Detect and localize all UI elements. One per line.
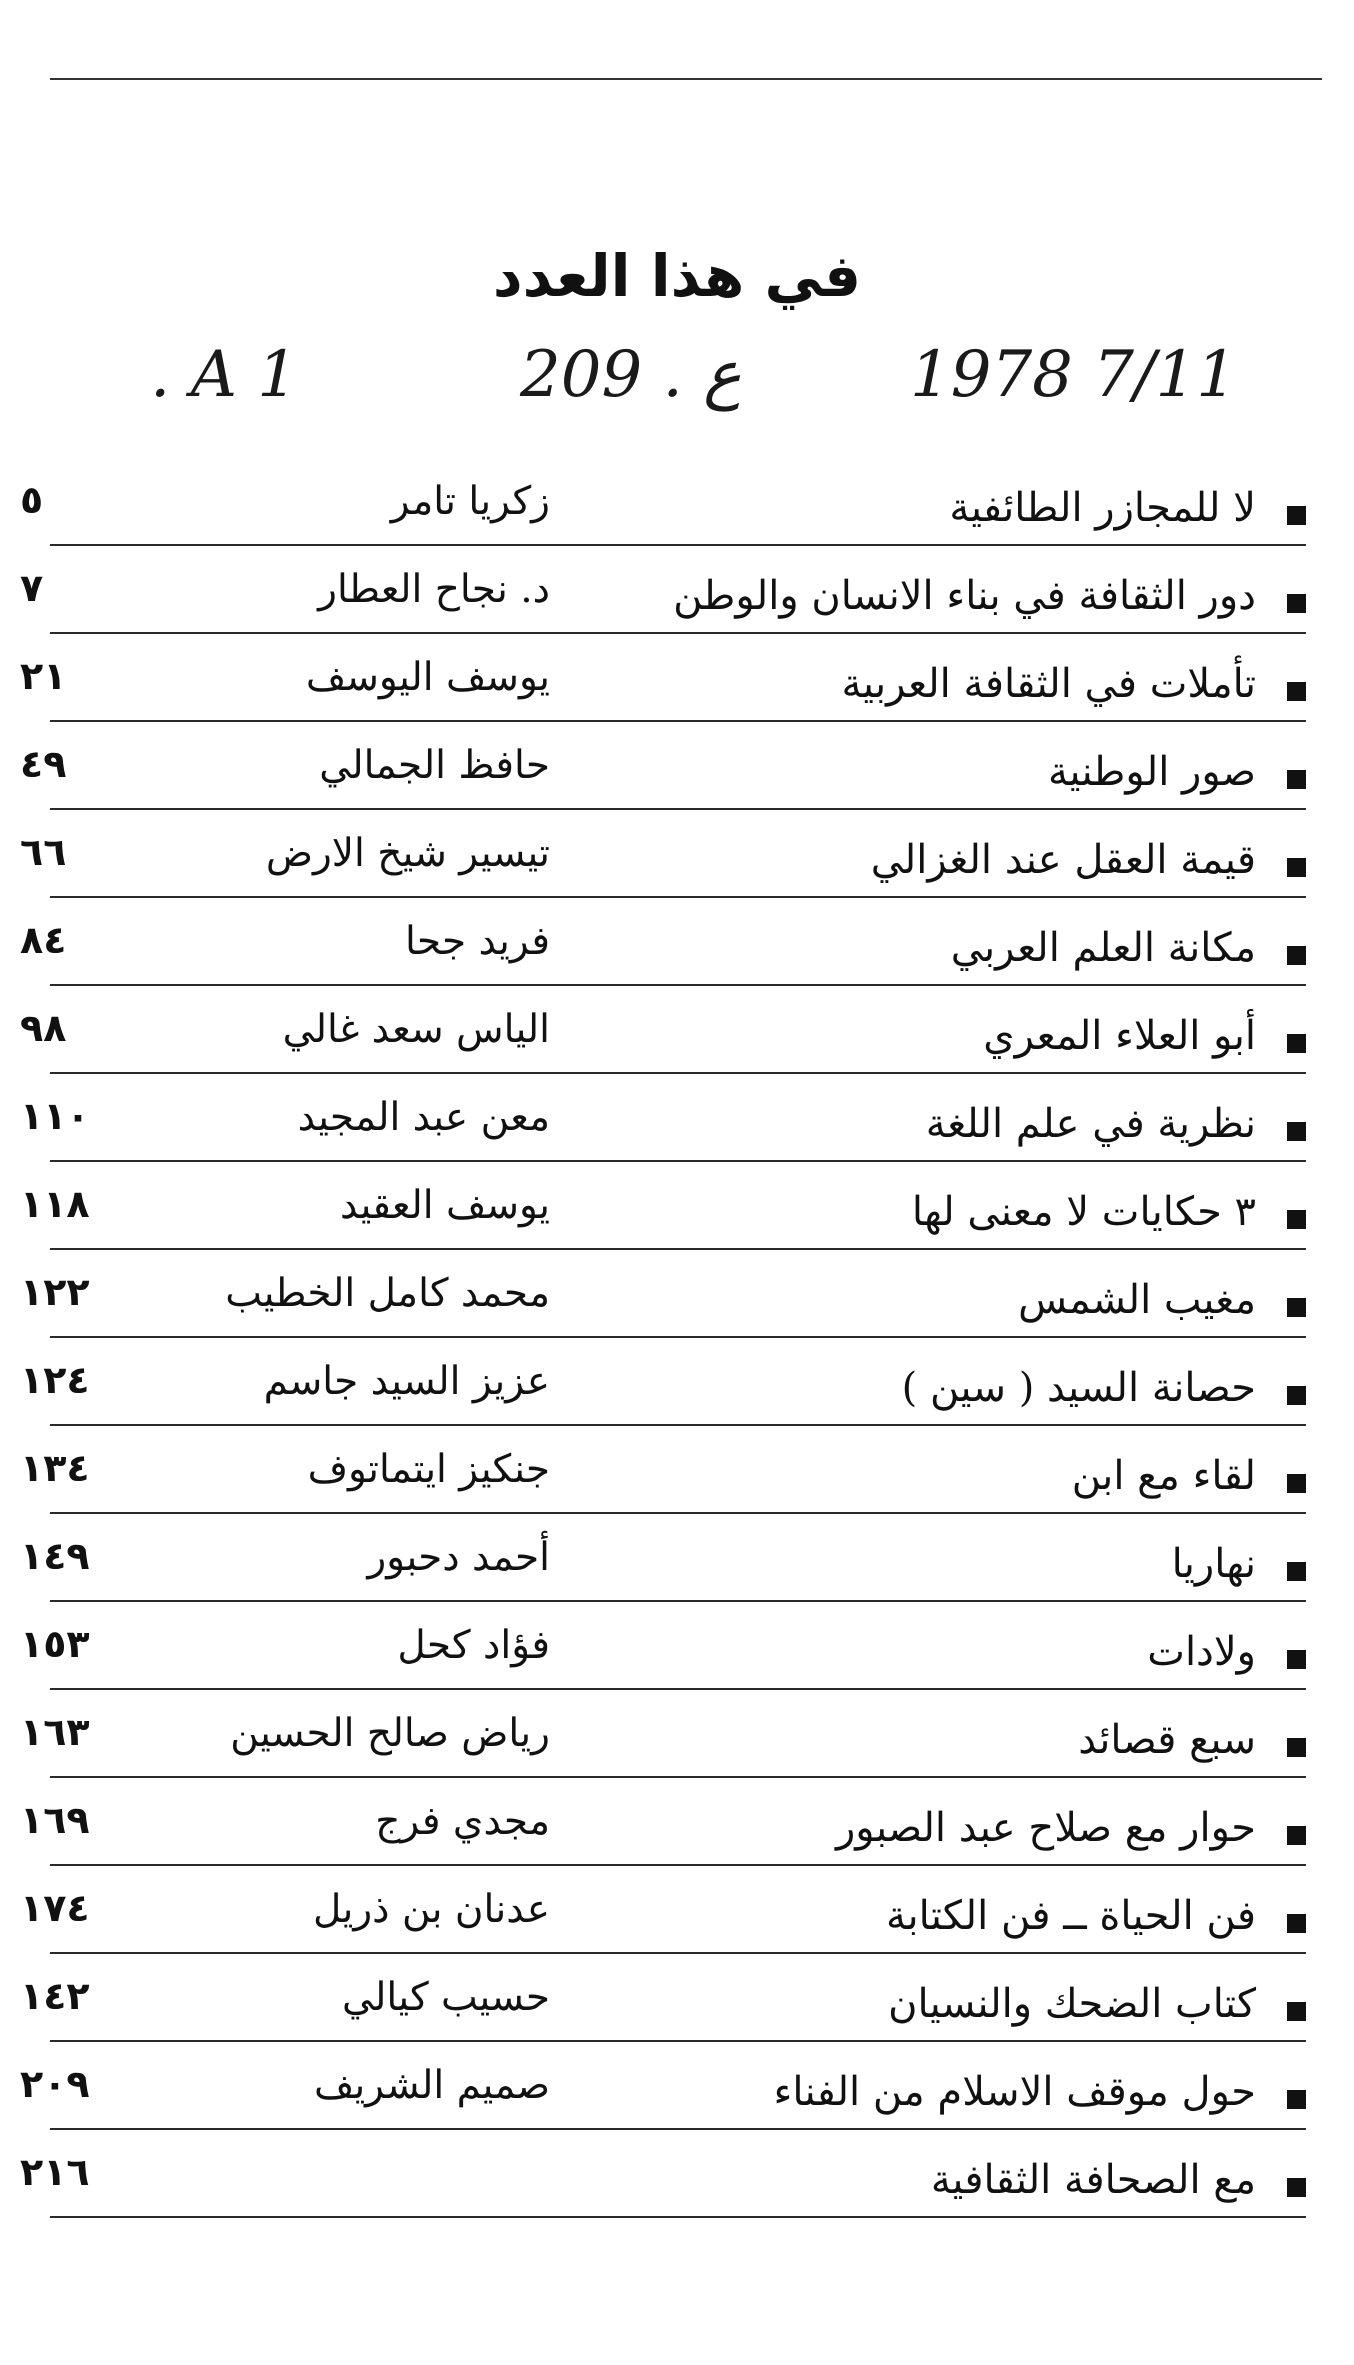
square-bullet-icon <box>1287 1474 1306 1493</box>
square-bullet-icon <box>1287 1386 1306 1405</box>
toc-entry-author: أحمد دحبور <box>367 1535 550 1580</box>
toc-entry <box>0 1778 1354 1866</box>
square-bullet-icon <box>1287 1122 1306 1141</box>
toc-entry <box>0 1426 1354 1514</box>
toc-entry <box>0 2130 1354 2218</box>
toc-entry-title: مغيب الشمس <box>1018 1277 1256 1323</box>
toc-entry-title: نظرية في علم اللغة <box>925 1101 1256 1147</box>
toc-entry <box>0 634 1354 722</box>
toc-entry-page-number: ٨٤ <box>20 918 67 962</box>
square-bullet-icon <box>1287 682 1306 701</box>
toc-entry-title: كتاب الضحك والنسيان <box>888 1981 1256 2027</box>
toc-entry-author: د. نجاح العطار <box>318 567 550 612</box>
square-bullet-icon <box>1287 1298 1306 1317</box>
toc-entry-author: معن عبد المجيد <box>297 1095 550 1140</box>
toc-entry <box>0 458 1354 546</box>
square-bullet-icon <box>1287 2002 1306 2021</box>
toc-entry <box>0 1602 1354 1690</box>
handwritten-code: . A 1 <box>150 338 298 412</box>
toc-entry-page-number: ١٢٢ <box>20 1270 90 1314</box>
toc-entry-title: دور الثقافة في بناء الانسان والوطن <box>673 573 1256 619</box>
toc-entry-author: مجدي فرج <box>375 1799 550 1844</box>
handwritten-date: 1978 7/11 <box>910 338 1237 412</box>
toc-entry-page-number: ٢١ <box>20 654 67 698</box>
toc-entry-page-number: ١٥٣ <box>20 1622 90 1666</box>
toc-entry <box>0 722 1354 810</box>
toc-entry-title: تأملات في الثقافة العربية <box>841 661 1256 707</box>
toc-entry-author: يوسف اليوسف <box>305 655 550 700</box>
toc-entry-page-number: ١١٠ <box>20 1094 90 1138</box>
toc-entry-page-number: ٢٠٩ <box>20 2062 90 2106</box>
toc-entry <box>0 1690 1354 1778</box>
toc-entry-title: فن الحياة ــ فن الكتابة <box>886 1893 1256 1939</box>
toc-entry <box>0 1338 1354 1426</box>
toc-entry-title: لا للمجازر الطائفية <box>949 485 1256 531</box>
toc-entry-title: ٣ حكايات لا معنى لها <box>911 1189 1256 1235</box>
toc-entry-page-number: ١٦٣ <box>20 1710 90 1754</box>
square-bullet-icon <box>1287 1210 1306 1229</box>
toc-entry-author: فؤاد كحل <box>397 1623 550 1668</box>
toc-entry-page-number: ٥ <box>20 478 44 522</box>
toc-entry-author: الياس سعد غالي <box>282 1007 550 1052</box>
square-bullet-icon <box>1287 946 1306 965</box>
square-bullet-icon <box>1287 858 1306 877</box>
toc-entry-title: قيمة العقل عند الغزالي <box>870 837 1256 883</box>
square-bullet-icon <box>1287 770 1306 789</box>
toc-entry-page-number: ١٤٢ <box>20 1974 90 2018</box>
toc-entry-page-number: ٧ <box>20 566 44 610</box>
toc-entry-page-number: ٦٦ <box>20 830 67 874</box>
square-bullet-icon <box>1287 1738 1306 1757</box>
square-bullet-icon <box>1287 1826 1306 1845</box>
toc-entry-page-number: ١٧٤ <box>20 1886 90 1930</box>
toc-entry-author: عزيز السيد جاسم <box>263 1359 550 1404</box>
toc-entry-page-number: ١٦٩ <box>20 1798 90 1842</box>
toc-entry <box>0 1162 1354 1250</box>
toc-entry <box>0 1250 1354 1338</box>
toc-entry-title: سبع قصائد <box>1078 1717 1256 1763</box>
toc-entry <box>0 1954 1354 2042</box>
toc-entry-author: زكريا تامر <box>390 479 550 524</box>
toc-entry-title: صور الوطنية <box>1047 749 1256 795</box>
toc-entry <box>0 898 1354 986</box>
table-of-contents <box>0 458 1354 2218</box>
toc-entry-title: لقاء مع ابن <box>1071 1453 1256 1499</box>
toc-entry-author: حسيب كيالي <box>342 1975 550 2020</box>
toc-entry-page-number: ١٢٤ <box>20 1358 90 1402</box>
square-bullet-icon <box>1287 1034 1306 1053</box>
toc-entry <box>0 1866 1354 1954</box>
handwritten-annotation <box>150 338 1310 448</box>
top-divider <box>50 78 1322 80</box>
toc-entry-author: جنكيز ايتماتوف <box>307 1447 550 1492</box>
toc-entry-author: يوسف العقيد <box>340 1183 550 1228</box>
toc-entry-page-number: ٩٨ <box>20 1006 67 1050</box>
toc-entry-title: أبو العلاء المعري <box>983 1013 1256 1059</box>
toc-entry-page-number: ١٤٩ <box>20 1534 90 1578</box>
toc-entry <box>0 810 1354 898</box>
toc-entry <box>0 546 1354 634</box>
toc-entry-page-number: ٤٩ <box>20 742 67 786</box>
toc-entry-author: حافظ الجمالي <box>319 743 550 788</box>
square-bullet-icon <box>1287 594 1306 613</box>
toc-entry-title: مكانة العلم العربي <box>950 925 1256 971</box>
toc-entry-title: حصانة السيد ( سين ) <box>901 1365 1256 1411</box>
toc-entry <box>0 986 1354 1074</box>
square-bullet-icon <box>1287 1914 1306 1933</box>
toc-entry-author: عدنان بن ذريل <box>312 1887 550 1932</box>
toc-entry-author: صميم الشريف <box>313 2063 550 2108</box>
toc-entry-author: تيسير شيخ الارض <box>265 831 550 876</box>
handwritten-number: 209 . ع <box>520 338 742 412</box>
toc-entry-title: حول موقف الاسلام من الفناء <box>773 2069 1256 2115</box>
toc-entry-title: ولادات <box>1147 1629 1256 1675</box>
toc-entry <box>0 1074 1354 1162</box>
square-bullet-icon <box>1287 1562 1306 1581</box>
toc-entry <box>0 2042 1354 2130</box>
toc-entry-title: مع الصحافة الثقافية <box>930 2157 1256 2203</box>
toc-entry-page-number: ١٣٤ <box>20 1446 90 1490</box>
toc-entry-title: حوار مع صلاح عبد الصبور <box>835 1805 1256 1851</box>
toc-entry-title: نهاريا <box>1171 1541 1256 1587</box>
toc-entry-author: محمد كامل الخطيب <box>225 1271 550 1316</box>
page-title: في هذا العدد <box>492 242 862 310</box>
toc-entry-author: فريد جحا <box>404 919 550 964</box>
toc-entry <box>0 1514 1354 1602</box>
toc-entry-page-number: ٢١٦ <box>20 2150 90 2194</box>
square-bullet-icon <box>1287 2090 1306 2109</box>
square-bullet-icon <box>1287 506 1306 525</box>
toc-entry-author: رياض صالح الحسين <box>230 1711 550 1756</box>
toc-entry-page-number: ١١٨ <box>20 1182 90 1226</box>
square-bullet-icon <box>1287 1650 1306 1669</box>
square-bullet-icon <box>1287 2178 1306 2197</box>
